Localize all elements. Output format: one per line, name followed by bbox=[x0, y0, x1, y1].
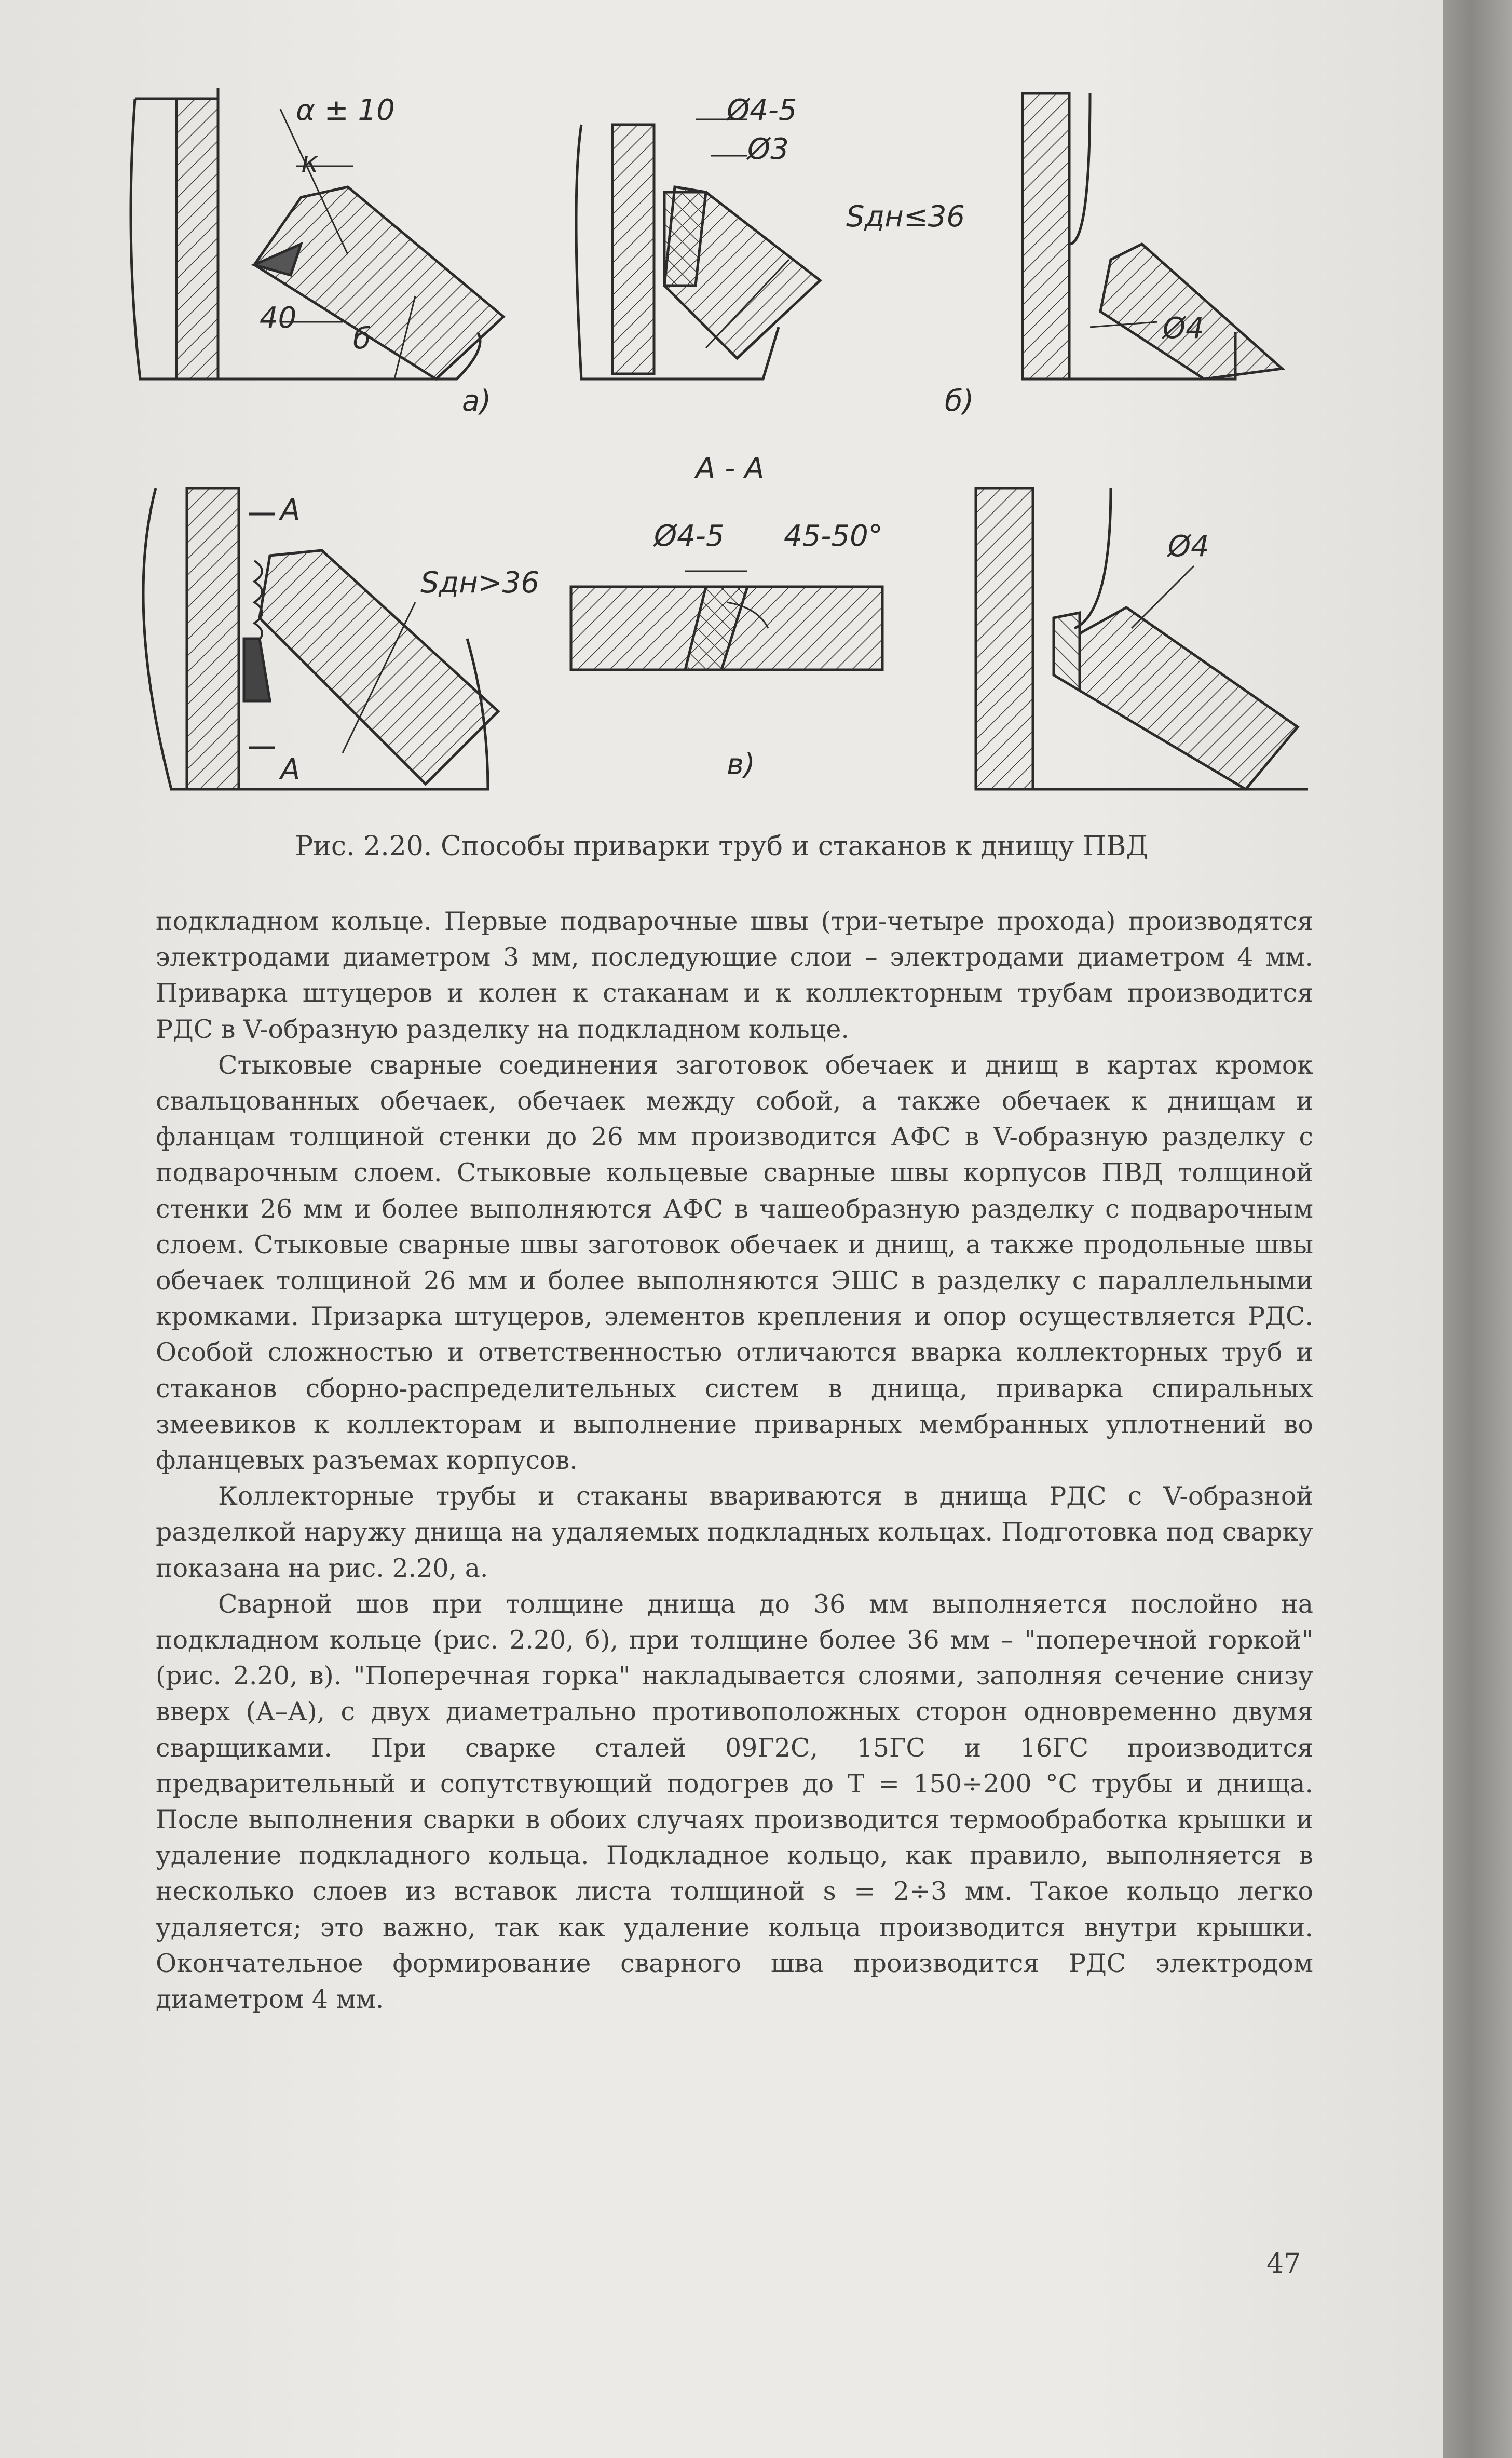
label-s-gt36: Sдн>36 bbox=[420, 566, 540, 600]
figure-2-20 bbox=[125, 88, 1318, 867]
paragraph: подкладном кольце. Первые подварочные швы (три-четыре прохода) производятся электродами диаметром 3 мм, последующие слои – электродами диаметром 4 мм. Приварка штуцеров и колен к стаканам и к коллекторным трубам производится РДС в V-образную разделку на подкладном кольце. bbox=[156, 907, 1313, 1044]
label-d4-b: Ø4 bbox=[1163, 312, 1204, 345]
page-gutter-shadow bbox=[1443, 0, 1512, 2458]
label-a-bottom: А bbox=[280, 753, 301, 787]
label-a-top: А bbox=[280, 493, 301, 527]
panel-b-right bbox=[1023, 93, 1282, 379]
page-number: 47 bbox=[1266, 2248, 1301, 2279]
label-delta: б bbox=[353, 322, 371, 356]
sublabel-b: б) bbox=[945, 384, 974, 418]
label-angle-c: 45-50° bbox=[784, 519, 883, 553]
sublabel-c: в) bbox=[727, 748, 755, 781]
label-d45-c: Ø4-5 bbox=[654, 519, 725, 553]
figure-caption: Рис. 2.20. Способы приварки труб и стаканов к днищу ПВД bbox=[295, 831, 1148, 862]
label-d45-b: Ø4-5 bbox=[727, 93, 797, 127]
label-d3: Ø3 bbox=[747, 132, 789, 166]
paragraph: Стыковые сварные соединения заготовок обечаек и днищ в картах кромок свальцованных обечаек, обечаек между собой, а также обечаек к днищам и фланцам толщиной стенки до 26 мм производится АФС в V-образную разделку с подварочным слоем. Стыковые кольцевые сварные швы корпусов ПВД толщиной стенки 26 мм и более выполняются АФС в чашеобразную разделку с подварочным слоем. Стыковые сварные швы заготовок обечаек и днищ, а также продольные швы обечаек толщиной 26 мм и более выполняются ЭШС в разделку с параллельными кромками. Призарка штуцеров, элементов крепления и опор осуществляется РДС. Особой сложностью и ответственностью отличаются вварка коллекторных труб и стаканов сборно-распределительных систем в днища, приварка спиральных змеевиков к коллекторам и выполнение приварных мембранных уплотнений во фланцевых разъемах корпусов. bbox=[156, 1050, 1313, 1476]
label-section-aa: А - А bbox=[696, 452, 765, 485]
paragraph: Коллекторные трубы и стаканы ввариваются в днища РДС с V-образной разделкой наружу днища на удаляемых подкладных кольцах. Подготовка под сварку показана на рис. 2.20, а. bbox=[156, 1481, 1313, 1583]
label-d4-c: Ø4 bbox=[1168, 530, 1209, 563]
label-40: 40 bbox=[260, 301, 297, 335]
label-s-le36: Sдн≤36 bbox=[846, 200, 965, 234]
panel-a bbox=[131, 88, 503, 379]
panel-c-section bbox=[571, 571, 882, 670]
panel-c-right bbox=[976, 488, 1308, 789]
panel-c bbox=[143, 488, 498, 789]
label-angle: α ± 10 bbox=[296, 93, 395, 127]
paragraph: Сварной шов при толщине днища до 36 мм выполняется послойно на подкладном кольце (рис. 2.20, б), при толщине более 36 мм – "поперечной горкой" (рис. 2.20, в). "Поперечная горка" накладывается слоями, заполняя сечение снизу вверх (А–А), с двух диаметрально противоположных сторон одновременно двумя сварщиками. При сварке сталей 09Г2С, 15ГС и 16ГС производится предварительный и сопутствующий подогрев до Т = 150÷200 °С трубы и днища. После выполнения сварки в обоих случаях производится термообработка крышки и удаление подкладного кольца. Подкладное кольцо, как правило, выполняется в несколько слоев из вставок листа толщиной s = 2÷3 мм. Такое кольцо легко удаляется; это важно, так как удаление кольца производится внутри крышки. Окончательное формирование сварного шва производится РДС электродом диаметром 4 мм. bbox=[156, 1589, 1313, 2015]
sublabel-a: а) bbox=[462, 384, 492, 418]
label-k: к bbox=[301, 145, 319, 179]
body-text bbox=[156, 903, 1313, 2017]
